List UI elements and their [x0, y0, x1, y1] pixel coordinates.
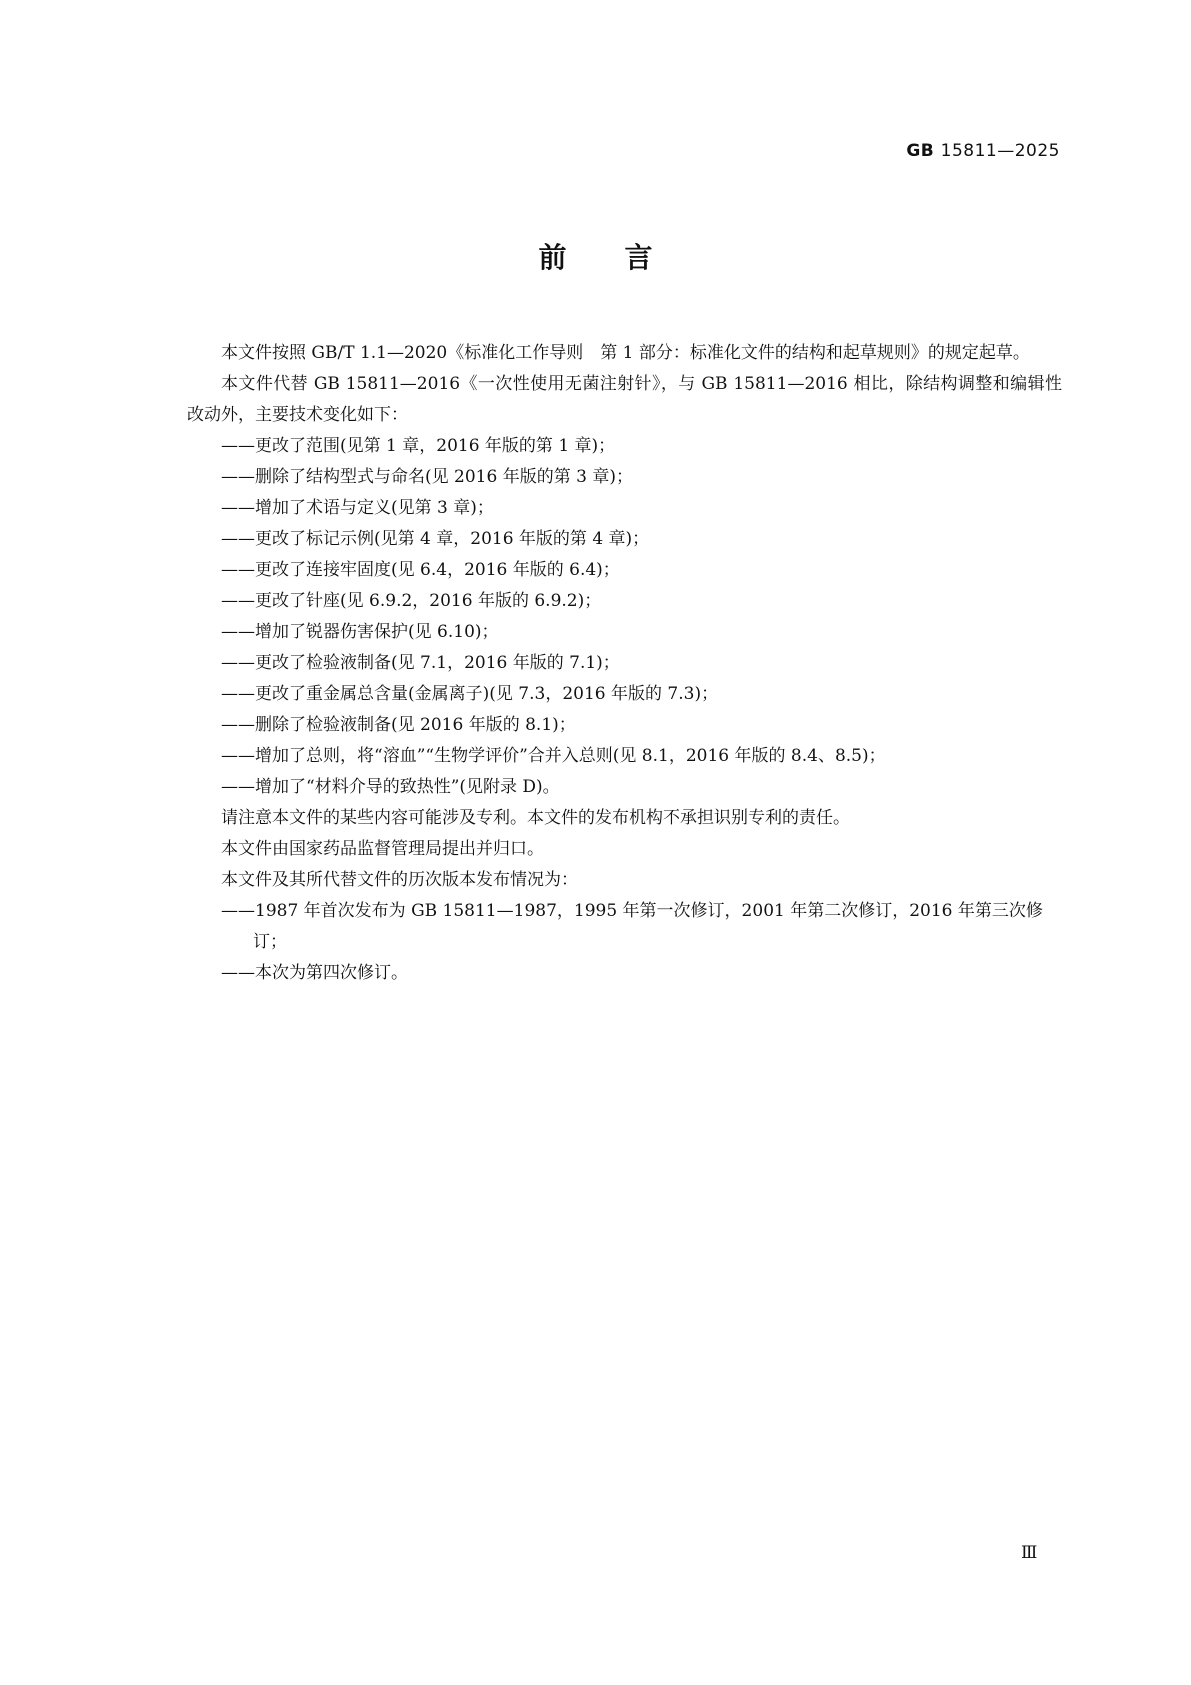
note-paragraph: 本文件由国家药品监督管理局提出并归口。: [221, 839, 544, 859]
standard-prefix: GB: [906, 141, 935, 161]
change-item: ——更改了检验液制备(见 7.1，2016 年版的 7.1)；: [221, 653, 620, 673]
change-item: ——删除了检验液制备(见 2016 年版的 8.1)；: [221, 715, 576, 735]
history-item: ——1987 年首次发布为 GB 15811—1987，1995 年第一次修订，2001 年第二次修订，2016 年第三次修订；: [221, 901, 1043, 952]
change-item: ——增加了“材料介导的致热性”(见附录 D)。: [221, 777, 560, 797]
page-title: 前言: [538, 241, 711, 274]
change-item: ——更改了范围(见第 1 章，2016 年版的第 1 章)；: [221, 436, 616, 456]
change-item: ——更改了重金属总含量(金属离子)(见 7.3，2016 年版的 7.3)；: [221, 684, 719, 704]
standard-code: [906, 141, 1060, 161]
foreword-body: [187, 338, 1062, 989]
note-paragraph: 本文件及其所代替文件的历次版本发布情况为：: [221, 870, 578, 890]
page-number: Ⅲ: [1021, 1543, 1038, 1563]
change-item: ——更改了针座(见 6.9.2，2016 年版的 6.9.2)；: [221, 591, 602, 611]
change-item: ——更改了连接牢固度(见 6.4，2016 年版的 6.4)；: [221, 560, 620, 580]
note-paragraph: 请注意本文件的某些内容可能涉及专利。本文件的发布机构不承担识别专利的责任。: [221, 808, 850, 828]
change-item: ——增加了总则，将“溶血”“生物学评价”合并入总则(见 8.1，2016 年版的 8.4、8.5)；: [221, 746, 886, 766]
change-item: ——增加了术语与定义(见第 3 章)；: [221, 498, 494, 518]
change-item: ——删除了结构型式与命名(见 2016 年版的第 3 章)；: [221, 467, 633, 487]
history-item: ——本次为第四次修订。: [221, 963, 408, 983]
change-item: ——更改了标记示例(见第 4 章，2016 年版的第 4 章)；: [221, 529, 650, 549]
change-item: ——增加了锐器伤害保护(见 6.10)；: [221, 622, 499, 642]
intro-paragraph: 本文件代替 GB 15811—2016《一次性使用无菌注射针》，与 GB 15811—2016 相比，除结构调整和编辑性改动外，主要技术变化如下：: [187, 374, 1062, 425]
intro-paragraph: 本文件按照 GB/T 1.1—2020《标准化工作导则 第 1 部分：标准化文件的结构和起草规则》的规定起草。: [221, 343, 1030, 363]
standard-number: 15811—2025: [940, 141, 1060, 161]
